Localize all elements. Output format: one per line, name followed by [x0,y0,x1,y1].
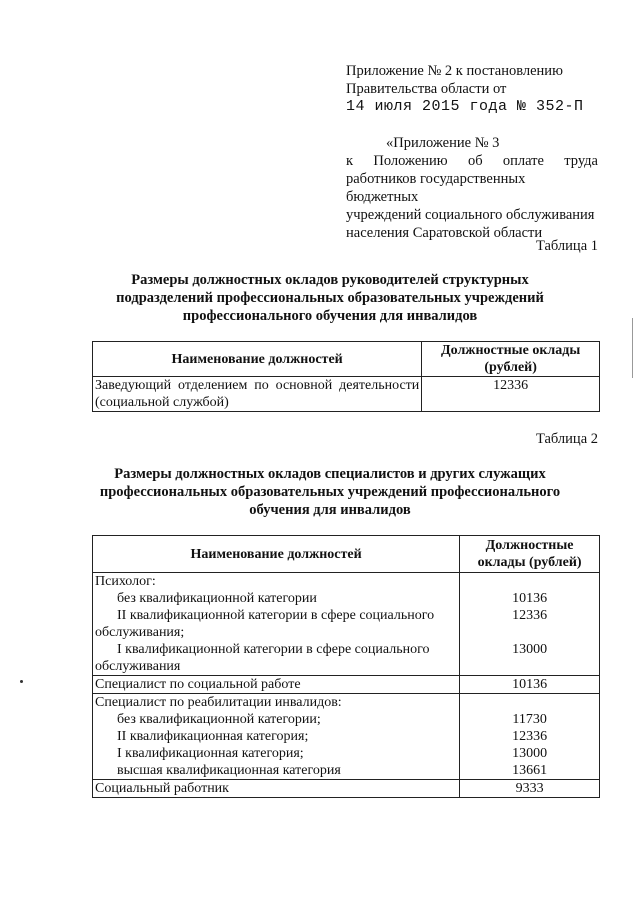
annex-line: населения Саратовской области [346,225,543,241]
salary-value: 13661 [512,763,548,778]
position-name: Заведующий отделением по основной деятельности (социальной службой) [93,377,422,412]
salary-value: 13000 [512,642,548,657]
table2-title: Размеры должностных окладов специалистов и других служащих профессиональных образовательных учреждений профессионального обучения для инвалидов [99,466,561,518]
table1 [92,341,600,412]
table-row [93,694,600,780]
table2-label: Таблица 2 [535,431,598,447]
header-line: Правительства области от [346,81,507,97]
table1-label: Таблица 1 [535,238,598,254]
scan-speck [20,680,23,683]
document-header [346,62,598,116]
header-line: Приложение № 2 к постановлению [346,63,563,79]
position-name: без квалификационной категории [117,591,317,606]
table1-title: Размеры должностных окладов руководителей структурных подразделений профессиональных образовательных учреждений профессионального обучения для инвалидов [116,272,544,324]
annex-title: «Приложение № 3 [386,135,500,151]
salary-value: 10136 [460,676,600,694]
annex-line: учреждений социального обслуживания [346,207,595,223]
position-name: высшая квалификационная категория [117,763,341,778]
salary-value: 13000 [512,746,548,761]
salary-value: 12336 [422,377,600,412]
header-date-number: 14 июля 2015 года № 352-П [346,98,584,115]
scan-edge-line [632,318,633,378]
position-name: II квалификационной категории в сфере социального [117,608,435,623]
salary-value: 9333 [460,780,600,798]
position-name-cont: обслуживания; [95,625,185,640]
position-name: Социальный работник [93,780,460,798]
position-group-name: Психолог: [95,574,156,589]
table2-col-name: Наименование должностей [93,536,460,573]
position-name: I квалификационной категории в сфере социального [117,642,430,657]
position-group-name: Специалист по реабилитации инвалидов: [95,695,342,710]
salary-value: 11730 [512,712,547,727]
table-row [93,377,600,412]
salary-value: 12336 [512,608,548,623]
table2-col-salary: Должностные оклады (рублей) [460,536,600,573]
position-name-cont: обслуживания [95,659,181,674]
table1-col-salary: Должностные оклады (рублей) [422,342,600,377]
salary-value: 12336 [512,729,548,744]
table-row [93,676,600,694]
position-name: без квалификационной категории; [117,712,321,727]
table-row [93,573,600,676]
annex-reference [346,134,598,242]
position-name: Специалист по социальной работе [93,676,460,694]
annex-line: работников государственных бюджетных [346,171,526,205]
salary-value: 10136 [512,591,548,606]
table2 [92,535,600,798]
table1-col-name: Наименование должностей [93,342,422,377]
position-name: II квалификационная категория; [117,729,309,744]
annex-line: к Положению об оплате труда [346,153,598,169]
position-name: I квалификационная категория; [117,746,304,761]
table-row [93,780,600,798]
